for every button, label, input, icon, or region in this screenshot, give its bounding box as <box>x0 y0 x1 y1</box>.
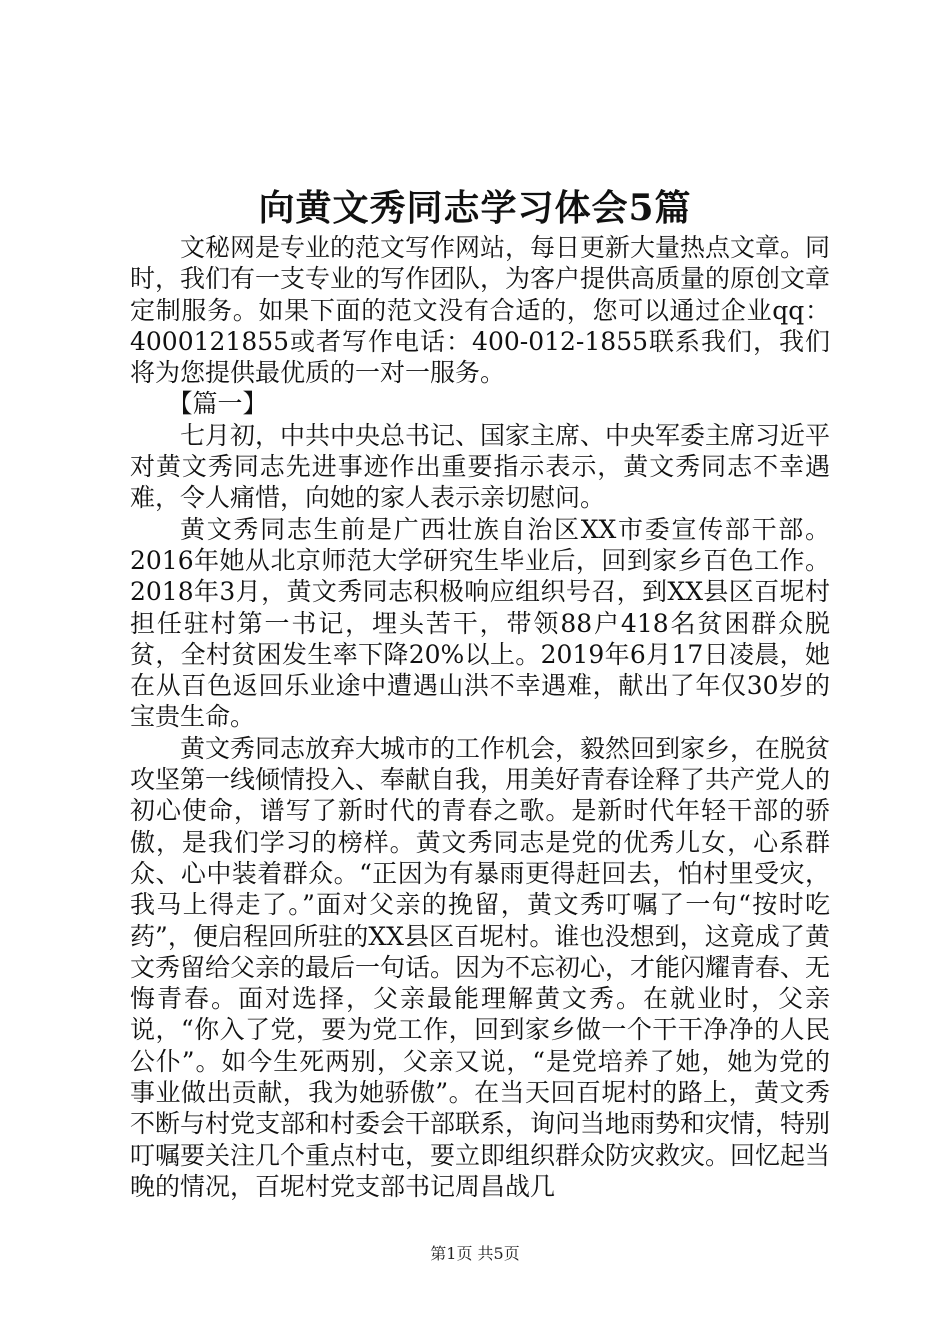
section-heading: 【篇一】 <box>167 389 268 419</box>
body-paragraph: 黄文秀同志生前是广西壮族自治区XX市委宣传部干部。2016年她从北京师范大学研究生毕业后，回到家乡百色工作。2018年3月，黄文秀同志积极响应组织号召，到XX县区百坭村担任驻村第一书记，埋头苦干，带领88户418名贫困群众脱贫，全村贫困发生率下降20%以上。2019年6月17日凌晨，她在从百色返回乐业途中遭遇山洪不幸遇难，献出了年仅30岁的宝贵生命。 <box>130 514 830 732</box>
page-number-footer: 第1页 共5页 <box>430 1244 520 1263</box>
body-paragraph: 黄文秀同志放弃大城市的工作机会，毅然回到家乡，在脱贫攻坚第一线倾情投入、奉献自我，用美好青春诠释了共产党人的初心使命，谱写了新时代的青春之歌。是新时代年轻干部的骄傲，是我们学习的榜样。黄文秀同志是党的优秀儿女，心系群众、心中装着群众。“正因为有暴雨更得赶回去，怕村里受灾，我马上得走了。”面对父亲的挽留，黄文秀叮嘱了一句“按时吃药”，便启程回所驻的XX县区百坭村。谁也没想到，这竟成了黄文秀留给父亲的最后一句话。因为不忘初心，才能闪耀青春、无悔青春。面对选择，父亲最能理解黄文秀。在就业时，父亲说，“你入了党，要为党工作，回到家乡做一个干干净净的人民公仆”。如今生死两别，父亲又说，“是党培养了她，她为党的事业做出贡献，我为她骄傲”。在当天回百坭村的路上，黄文秀不断与村党支部和村委会干部联系，询问当地雨势和灾情，特别叮嘱要关注几个重点村屯，要立即组织群众防灾救灾。回忆起当晚的情况，百坭村党支部书记周昌战几 <box>130 733 831 1201</box>
document-body <box>130 232 830 1202</box>
intro-paragraph: 文秘网是专业的范文写作网站，每日更新大量热点文章。同时，我们有一支专业的写作团队，为客户提供高质量的原创文章定制服务。如果下面的范文没有合适的，您可以通过企业qq：4000121855或者写作电话：400-012-1855联系我们，我们将为您提供最优质的一对一服务。 <box>130 233 831 388</box>
body-paragraph: 七月初，中共中央总书记、国家主席、中央军委主席习近平对黄文秀同志先进事迹作出重要指示表示，黄文秀同志不幸遇难，令人痛惜，向她的家人表示亲切慰问。 <box>130 420 831 513</box>
document-title: 向黄文秀同志学习体会5篇 <box>258 187 692 229</box>
